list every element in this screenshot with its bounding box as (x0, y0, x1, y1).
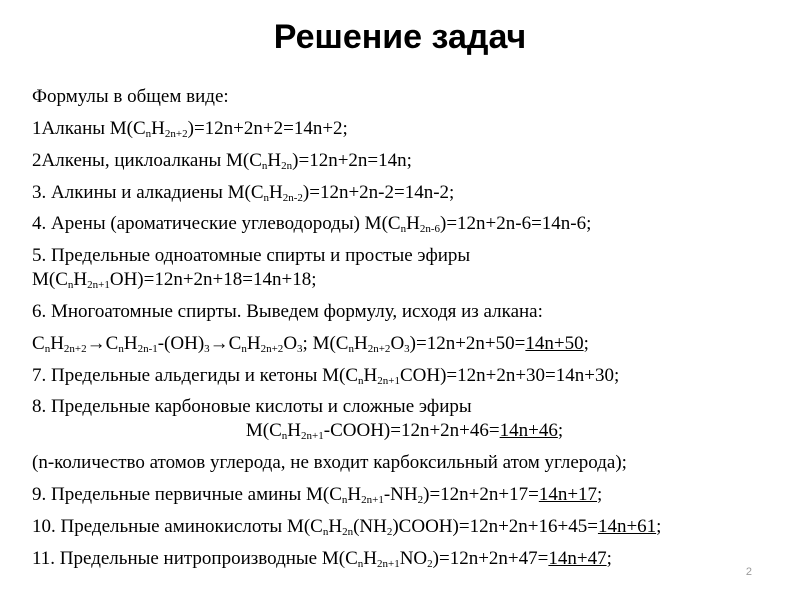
formula-line-aldehydes (32, 365, 777, 387)
page-number: 2 (745, 566, 752, 578)
formula-line-acids-a (32, 396, 777, 418)
subscript: 3 (404, 342, 410, 355)
formula-text: H (269, 181, 283, 203)
formula-text: 9. Предельные первичные амины M(C (32, 483, 342, 505)
formula-text: 1Алканы M(C (32, 117, 146, 139)
subscript: 2n (342, 525, 354, 538)
subscript: n (44, 342, 51, 355)
subscript: n (348, 342, 354, 355)
subscript: 2n+1 (361, 493, 384, 506)
subscript: 3 (204, 342, 210, 355)
subscript: 2n-1 (137, 342, 158, 355)
subscript: n (67, 279, 74, 292)
subscript: 2n+2 (164, 127, 188, 140)
subscript: 2n+2 (367, 342, 391, 355)
subscript: 2n-6 (419, 223, 440, 236)
formula-line-alkynes (32, 182, 777, 204)
subscript: n (263, 191, 270, 204)
formula-text: H (287, 420, 302, 442)
formula-text: 3. Алкины и алкадиены M(C (32, 181, 264, 203)
formula-line-alcohols-b (32, 269, 777, 291)
formula-text: -COOH)=12n+2n+46= (323, 420, 500, 442)
subscript: n (322, 525, 329, 538)
formula-text: H (406, 213, 420, 235)
formula-text: 7. Предельные альдегиды и кетоны M(C (32, 364, 358, 386)
formula-text: M(C (32, 269, 68, 291)
formula-text: Формулы в общем виде: (32, 86, 229, 107)
formula-text: H (353, 332, 368, 354)
subscript: 2n+2 (260, 342, 284, 355)
formula-text: H (328, 515, 343, 537)
formula-text: )=12n+2n+2=14n+2; (187, 117, 348, 139)
subscript: n (261, 159, 268, 172)
formula-text: 6. Многоатомные спирты. Выведем формулу, исходя из алкана: (32, 300, 543, 322)
subscript: 3 (297, 342, 303, 355)
formula-text: (NH (353, 515, 387, 537)
formula-text: )=12n+2n-2=14n-2; (302, 181, 455, 203)
formula-text: ; M(C (302, 332, 349, 354)
formula-text: ; (557, 420, 564, 442)
formula-text: H (246, 332, 261, 354)
formula-line-polyols-b (32, 333, 777, 355)
subscript: 2n+1 (377, 374, 400, 387)
underlined-result: 14n+47 (548, 547, 607, 569)
subscript: 2n-2 (282, 191, 303, 204)
formula-text: H (267, 149, 282, 171)
formula-line-arenes (32, 213, 777, 235)
formula-text: H (151, 117, 165, 139)
formula-text: )=12n+2n+47= (432, 547, 549, 569)
subscript: 2 (417, 493, 424, 506)
formula-text: H (363, 364, 378, 386)
underlined-result: 14n+17 (538, 483, 598, 505)
subscript: 2n+1 (376, 557, 400, 570)
subscript: n (357, 557, 364, 570)
formula-text: M(C (245, 420, 282, 442)
formula-text: ; (597, 483, 603, 505)
subscript: n (118, 342, 124, 355)
subscript: 2n+1 (301, 430, 324, 443)
slide-title: Решение задач (273, 18, 527, 56)
formula-text: )=12n+2n-6=14n-6; (440, 213, 592, 235)
formula-line-intro (32, 86, 777, 108)
formula-list (32, 86, 777, 580)
formula-line-alkenes (32, 150, 777, 172)
formula-text: H (73, 269, 88, 291)
formula-text: →C (86, 332, 119, 354)
subscript: n (341, 493, 348, 506)
formula-text: O (283, 332, 298, 354)
subscript: n (400, 223, 407, 236)
formula-line-amino-acids (32, 516, 777, 538)
formula-text: 5. Предельные одноатомные спирты и простые эфиры (32, 245, 471, 267)
formula-text: )=12n+2n+50= (409, 332, 526, 354)
formula-text: C (32, 332, 45, 354)
subscript: n (358, 374, 364, 387)
formula-text: 4. Арены (ароматические углеводороды) M(C (32, 213, 401, 235)
formula-text: →C (209, 332, 242, 354)
formula-text: 2Алкены, циклоалканы M(C (32, 149, 262, 171)
formula-text: O (390, 332, 405, 354)
subscript: n (241, 342, 247, 355)
formula-text: -NH (383, 483, 418, 505)
subscript: n (281, 430, 288, 443)
formula-text: (n-количество атомов углерода, не входит карбоксильный атом углерода); (32, 452, 627, 474)
subscript: 2n (281, 159, 293, 172)
subscript: n (145, 127, 152, 140)
formula-text: H (363, 547, 377, 569)
formula-line-amines (32, 484, 777, 506)
formula-line-polyols-a (32, 301, 777, 323)
formula-text: OH)=12n+2n+18=14n+18; (109, 269, 317, 291)
subscript: 2n+2 (63, 342, 87, 355)
formula-text: H (50, 332, 64, 354)
formula-text: )=12n+2n+17= (423, 483, 539, 505)
formula-line-alkanes (32, 118, 777, 140)
underlined-result: 14n+50 (525, 332, 584, 354)
formula-text: 11. Предельные нитропроизводные M(C (32, 547, 358, 569)
formula-text: 10. Предельные аминокислоты M(C (32, 515, 323, 537)
formula-text: NO (399, 547, 428, 569)
underlined-result: 14n+61 (597, 515, 657, 537)
formula-line-acids-b (32, 420, 777, 442)
formula-text: ; (583, 332, 589, 354)
formula-text: H (347, 483, 362, 505)
formula-line-note (32, 452, 777, 474)
formula-text: 8. Предельные карбоновые кислоты и сложные эфиры (32, 396, 472, 418)
subscript: 2 (386, 525, 393, 538)
underlined-result: 14n+46 (499, 420, 558, 442)
formula-line-nitro (32, 548, 777, 570)
subscript: 2n+1 (87, 279, 110, 292)
formula-text: COH)=12n+2n+30=14n+30; (399, 364, 620, 386)
formula-text: ; (606, 547, 612, 569)
subscript: 2 (427, 557, 433, 570)
formula-line-alcohols-a (32, 245, 777, 267)
formula-text: )=12n+2n=14n; (292, 149, 412, 171)
formula-text: )COOH)=12n+2n+16+45= (392, 515, 598, 537)
formula-text: -(OH) (157, 332, 205, 354)
formula-text: ; (656, 515, 662, 537)
formula-text: H (123, 332, 138, 354)
